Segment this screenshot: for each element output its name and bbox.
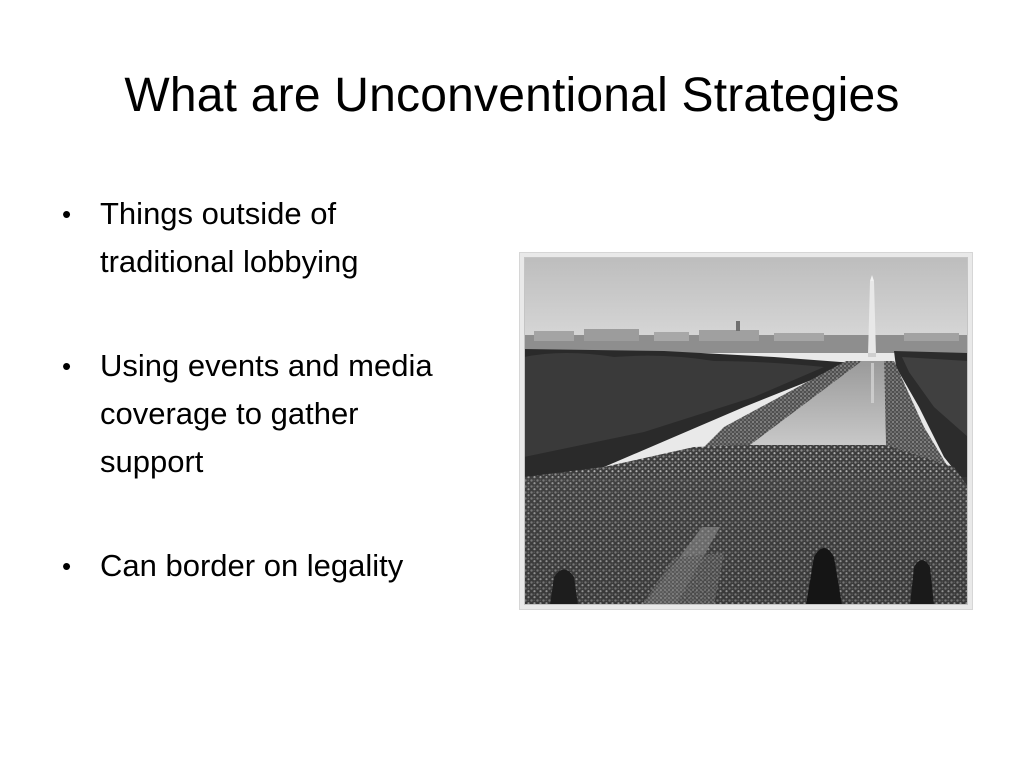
crowd-at-washington-monument-photo-icon — [524, 257, 968, 605]
bullet-text: support — [100, 444, 204, 479]
bullet-item — [62, 190, 502, 286]
bullet-list — [62, 190, 502, 646]
bullet-text: coverage to gather — [100, 396, 359, 431]
bullet-text: Things outside of — [100, 196, 337, 231]
bullet-text: Using events and media — [100, 348, 433, 383]
slide-title: What are Unconventional Strategies — [124, 69, 900, 122]
bullet-dot-icon: • — [62, 351, 72, 381]
bullet-text: Can border on legality — [100, 548, 404, 583]
bullet-dot-icon: • — [62, 199, 72, 229]
bullet-text: traditional lobbying — [100, 244, 359, 279]
crowd-photo — [520, 253, 972, 609]
bullet-item — [62, 542, 502, 590]
bullet-dot-icon: • — [62, 551, 72, 581]
bullet-item — [62, 342, 502, 486]
